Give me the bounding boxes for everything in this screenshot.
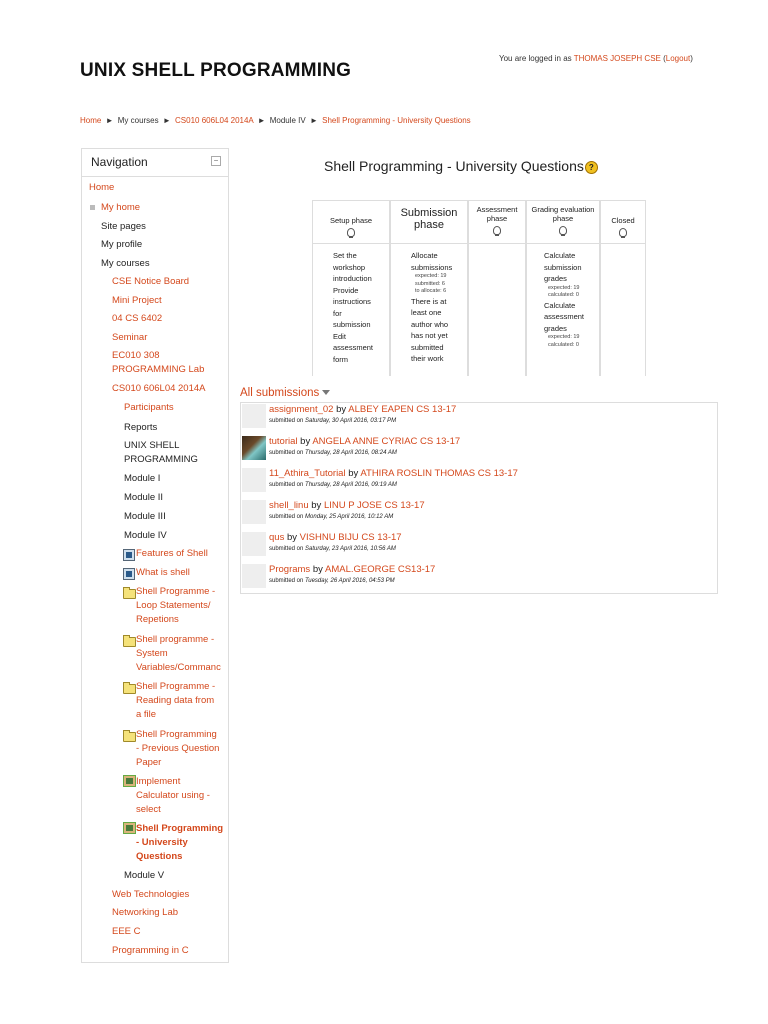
nav-site-pages[interactable]: Site pages	[101, 221, 146, 232]
avatar	[242, 532, 266, 556]
nav-system-variables[interactable]: Shell programme - System Variables/Commanc	[136, 634, 221, 673]
nav-course-04cs6402[interactable]: 04 CS 6402	[112, 313, 163, 324]
phase-header	[527, 200, 599, 244]
nav-course-ec010[interactable]: EC010 308 PROGRAMMING Lab	[112, 350, 205, 375]
page-icon	[123, 568, 135, 580]
submission-date: submitted on Saturday, 30 April 2016, 03:17 PM	[269, 418, 397, 424]
breadcrumb-course[interactable]: CS010 606L04 2014A	[175, 116, 254, 125]
navigation-header	[82, 149, 228, 177]
phase-setup	[312, 200, 390, 376]
avatar	[242, 500, 266, 524]
submission-author-link[interactable]: ALBEY EAPEN CS 13-17	[348, 404, 457, 415]
nav-my-home[interactable]: My home	[101, 202, 141, 213]
avatar	[242, 564, 266, 588]
phase-tasks: Allocate submissions expected: 19 submitted: 6 to allocate: 6 There is at least one author who has not yet submitted their work	[411, 251, 453, 363]
nav-features-of-shell[interactable]: Features of Shell	[136, 548, 208, 559]
submission-date: submitted on Thursday, 28 April 2016, 08:24 AM	[269, 450, 397, 456]
phase-header	[313, 200, 389, 244]
phase-name: Assessment	[476, 205, 518, 214]
phase-header	[469, 200, 525, 244]
folder-icon	[123, 684, 136, 694]
page-icon	[123, 549, 135, 561]
phase-name: Closed	[611, 216, 635, 225]
folder-icon	[123, 589, 136, 599]
submission-date: submitted on Tuesday, 26 April 2016, 04:53 PM	[269, 578, 395, 584]
nav-course-web-tech[interactable]: Web Technologies	[112, 889, 190, 900]
nav-previous-question[interactable]: Shell Programming - Previous Question Paper	[136, 729, 220, 768]
submission-title-link[interactable]: qus	[269, 532, 285, 543]
caret-down-icon	[322, 390, 330, 395]
login-prefix: You are logged in as	[499, 54, 574, 63]
nav-university-questions[interactable]: Shell Programming - University Questions	[136, 823, 224, 862]
nav-my-courses[interactable]: My courses	[101, 258, 150, 269]
submission-item: qus by VISHNU BIJU CS 13-17 submitted on Saturday, 23 April 2016, 10:56 AM	[241, 531, 717, 563]
submission-item: Programs by AMAL.GEORGE CS13-17 submitted on Tuesday, 26 April 2016, 04:53 PM	[241, 563, 717, 595]
phase-header	[601, 200, 645, 244]
nav-home[interactable]: Home	[89, 182, 115, 193]
submission-author-link[interactable]: AMAL.GEORGE CS13-17	[325, 564, 436, 575]
submission-author-link[interactable]: ATHIRA ROSLIN THOMAS CS 13-17	[360, 468, 518, 479]
breadcrumb-separator: ►	[162, 116, 171, 125]
workshop-icon	[123, 822, 136, 834]
avatar	[242, 468, 266, 492]
navigation-block	[81, 148, 229, 963]
submission-title-link[interactable]: tutorial	[269, 436, 298, 447]
workshop-phases	[312, 200, 646, 376]
nav-module-2[interactable]: Module II	[124, 492, 164, 503]
breadcrumb-home[interactable]: Home	[80, 116, 102, 125]
nav-participants[interactable]: Participants	[124, 402, 174, 413]
submission-title-link[interactable]: shell_linu	[269, 500, 309, 511]
folder-icon	[123, 637, 136, 647]
phase-tasks: Calculate submission grades expected: 19 calculated: 0 Calculate assessment grades expected: 19 calculated: 0	[544, 251, 585, 348]
nav-my-profile[interactable]: My profile	[101, 239, 143, 250]
submission-author-link[interactable]: LINU P JOSE CS 13-17	[323, 500, 425, 511]
breadcrumb	[80, 116, 471, 125]
nav-module-4[interactable]: Module IV	[124, 530, 167, 541]
nav-course-eee-c[interactable]: EEE C	[112, 926, 141, 937]
breadcrumb-module: Module IV	[269, 116, 306, 125]
phase-name-line2: phase	[552, 214, 574, 223]
nav-course-seminar[interactable]: Seminar	[112, 332, 148, 343]
phase-name: Grading evaluation	[531, 205, 595, 214]
nav-module-5[interactable]: Module V	[124, 870, 165, 881]
phase-name: Setup phase	[329, 216, 373, 225]
breadcrumb-separator: ►	[105, 116, 114, 125]
submission-date: submitted on Thursday, 28 April 2016, 09:19 AM	[269, 482, 397, 488]
submission-date: submitted on Monday, 25 April 2016, 10:12 AM	[269, 514, 394, 520]
submission-author-link[interactable]: ANGELA ANNE CYRIAC CS 13-17	[312, 436, 461, 447]
lightbulb-icon[interactable]	[493, 226, 501, 235]
workshop-icon	[123, 775, 136, 787]
lightbulb-icon[interactable]	[619, 228, 627, 237]
nav-course-cse-notice[interactable]: CSE Notice Board	[112, 276, 190, 287]
submission-item: assignment_02 by ALBEY EAPEN CS 13-17 submitted on Saturday, 30 April 2016, 03:17 PM	[241, 403, 717, 435]
phase-assessment	[468, 200, 526, 376]
submission-date: submitted on Saturday, 23 April 2016, 10:56 AM	[269, 546, 396, 552]
submission-title-link[interactable]: assignment_02	[269, 404, 334, 415]
submissions-list	[240, 402, 718, 594]
nav-course-networking[interactable]: Networking Lab	[112, 907, 179, 918]
avatar	[242, 404, 266, 428]
phase-name-line2: phase	[414, 219, 444, 231]
nav-unix-shell[interactable]: UNIX SHELL PROGRAMMING	[124, 440, 198, 465]
lightbulb-icon[interactable]	[559, 226, 567, 235]
navigation-title: Navigation	[91, 155, 148, 169]
course-title: UNIX SHELL PROGRAMMING	[80, 60, 352, 81]
breadcrumb-separator: ►	[257, 116, 266, 125]
phase-closed	[600, 200, 646, 376]
folder-icon	[123, 732, 136, 742]
breadcrumb-separator: ►	[309, 116, 318, 125]
nav-course-mini-project[interactable]: Mini Project	[112, 295, 162, 306]
all-submissions-toggle[interactable]: All submissions	[240, 387, 330, 399]
phase-header	[391, 200, 467, 244]
nav-course-cs010[interactable]: CS010 606L04 2014A	[112, 383, 206, 394]
phase-name: Submission	[400, 207, 458, 219]
avatar	[242, 436, 266, 460]
nav-module-1[interactable]: Module I	[124, 473, 161, 484]
nav-module-3[interactable]: Module III	[124, 511, 166, 522]
user-name-link[interactable]: THOMAS JOSEPH CSE	[573, 54, 661, 63]
phase-grading	[526, 200, 600, 376]
submission-item: shell_linu by LINU P JOSE CS 13-17 submitted on Monday, 25 April 2016, 10:12 AM	[241, 499, 717, 531]
bullet-icon	[90, 205, 95, 210]
nav-course-programming-c[interactable]: Programming in C	[112, 945, 189, 956]
submission-author-link[interactable]: VISHNU BIJU CS 13-17	[299, 532, 402, 543]
nav-implement-calculator[interactable]: Implement Calculator using - select	[136, 776, 210, 815]
submission-title-link[interactable]: Programs	[269, 564, 311, 575]
submission-title-link[interactable]: 11_Athira_Tutorial	[269, 468, 346, 479]
question-help-icon[interactable]: ?	[585, 161, 598, 174]
lightbulb-icon[interactable]	[347, 228, 355, 237]
nav-reports[interactable]: Reports	[124, 422, 158, 433]
nav-what-is-shell[interactable]: What is shell	[136, 567, 190, 578]
breadcrumb-my-courses: My courses	[117, 116, 159, 125]
submission-item: 11_Athira_Tutorial by ATHIRA ROSLIN THOMAS CS 13-17 submitted on Thursday, 28 April 2016, 09:19 AM	[241, 467, 717, 499]
phase-submission	[390, 200, 468, 376]
submission-item: tutorial by ANGELA ANNE CYRIAC CS 13-17 submitted on Thursday, 28 April 2016, 08:24 AM	[241, 435, 717, 467]
nav-reading-data[interactable]: Shell Programme - Reading data from a file	[136, 681, 216, 720]
phase-name-line2: phase	[486, 214, 508, 223]
nav-loop-statements[interactable]: Shell Programme - Loop Statements/ Repetions	[136, 586, 216, 625]
logout-link[interactable]: Logout	[665, 54, 691, 63]
login-info: You are logged in as THOMAS JOSEPH CSE (Logout)	[499, 54, 693, 63]
breadcrumb-current[interactable]: Shell Programming - University Questions	[322, 116, 471, 125]
phase-tasks: Set the workshop introduction Provide instructions for submission Edit assessment form	[333, 251, 374, 364]
page-title: Shell Programming - University Questions ?	[324, 158, 598, 174]
minus-box-icon[interactable]: −	[211, 156, 221, 166]
